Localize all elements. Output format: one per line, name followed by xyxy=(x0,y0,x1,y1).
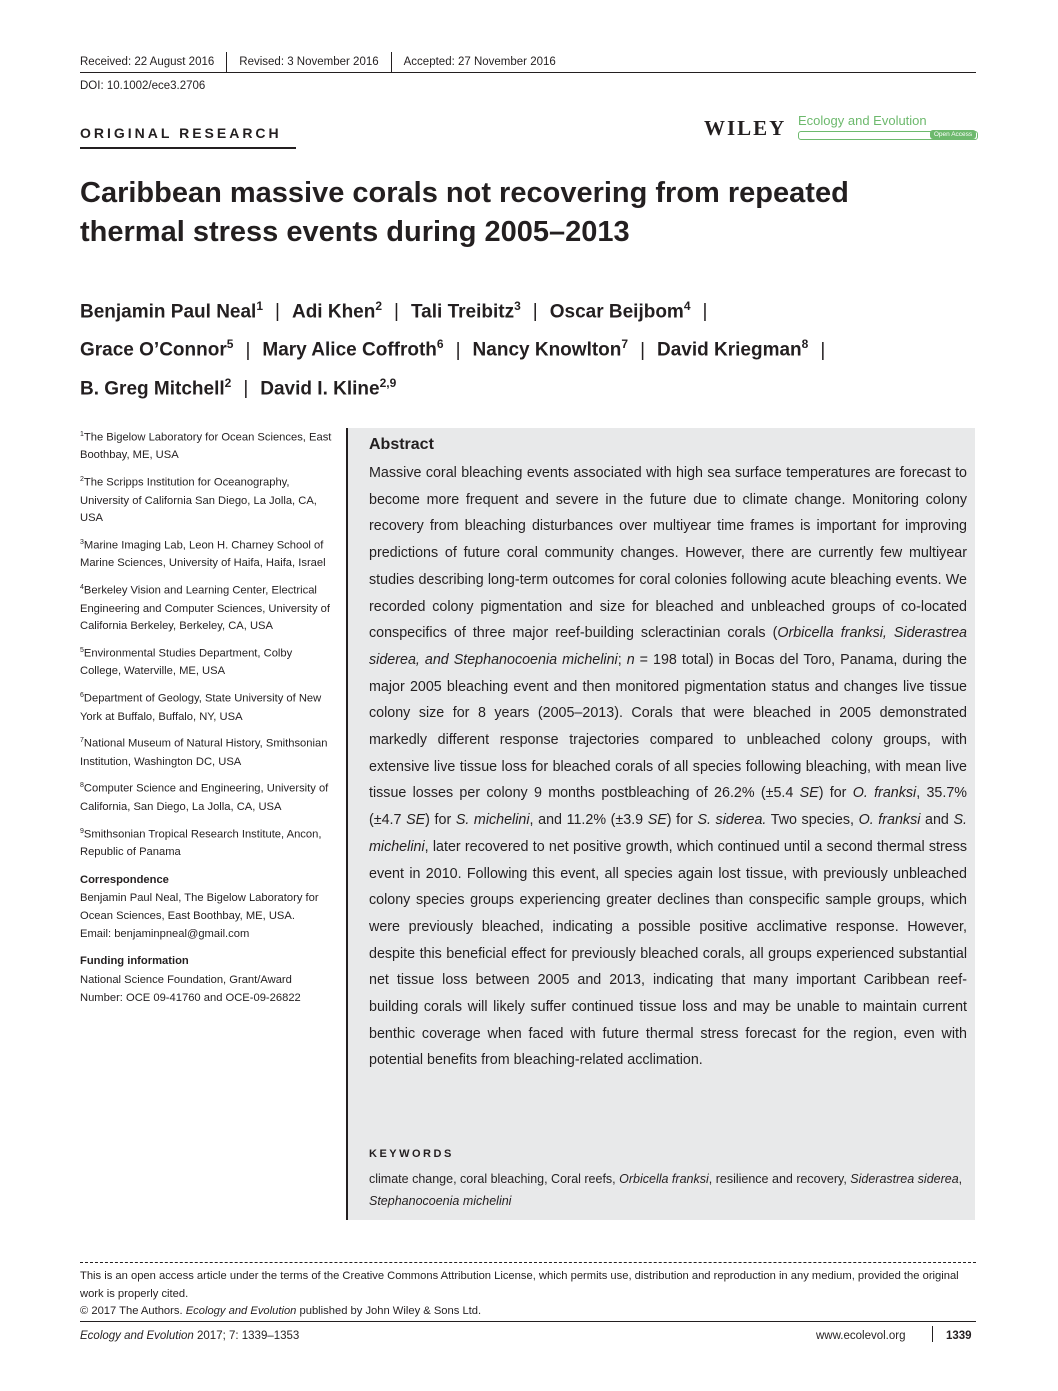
accepted-date: Accepted: 27 November 2016 xyxy=(403,56,556,68)
affiliation: $^6$Department of Geology, State University of New York at Buffalo, Buffalo, NY, USA xyxy=(80,692,322,723)
keywords-heading: KEYWORDS xyxy=(369,1148,454,1160)
affiliation: $^5$Environmental Studies Department, Colby College, Waterville, ME, USA xyxy=(80,646,293,678)
header-rule xyxy=(80,72,976,73)
affiliation: $^1$The Bigelow Laboratory for Ocean Sciences, East Boothbay, ME, USA xyxy=(80,431,332,462)
abstract-rule xyxy=(346,428,348,1220)
revised-date: Revised: 3 November 2016 xyxy=(239,56,379,68)
article-dates xyxy=(80,52,568,72)
affiliation: $^2$The Scripps Institution for Oceanography, University of California San Diego, La Jolla, CA, USA xyxy=(80,476,317,525)
author[interactable]: Mary Alice Coffroth$^6$ xyxy=(262,337,444,361)
author[interactable]: Tali Treibitz$^3$ xyxy=(410,299,521,323)
author[interactable]: Nancy Knowlton$^7$ xyxy=(472,337,629,361)
page-number: 1339 xyxy=(946,1330,972,1342)
footer-url[interactable]: www.ecolevol.org xyxy=(816,1330,906,1342)
correspondence-text: Benjamin Paul Neal, The Bigelow Laboratory for Ocean Sciences, East Boothbay, ME, USA. Email: benjaminpneal@gmail.com xyxy=(80,892,319,940)
section-underline xyxy=(80,147,296,149)
footer-citation: Ecology and Evolution 2017; 7: 1339–1353 xyxy=(80,1330,300,1342)
license-divider xyxy=(80,1262,976,1263)
received-date: Received: 22 August 2016 xyxy=(80,56,215,68)
affiliation: $^9$Smithsonian Tropical Research Institute, Ancon, Republic of Panama xyxy=(80,827,322,858)
affiliation: $^4$Berkeley Vision and Learning Center, Electrical Engineering and Computer Sciences, University of California Berkeley, Berkeley, CA, USA xyxy=(80,584,330,633)
author[interactable]: David I. Kline$^{2,9}$ xyxy=(260,375,397,399)
journal-logo: Ecology and Evolution xyxy=(798,113,927,128)
affiliation: $^8$Computer Science and Engineering, University of California, San Diego, La Jolla, CA, USA xyxy=(80,782,329,813)
author[interactable]: Grace O’Connor$^5$ xyxy=(80,337,234,361)
abstract-text: Massive coral bleaching events associated with high sea surface temperatures are forecast to become more frequent and severe in the future due to climate change. Monitoring colony recovery from bleaching disturbances over multiyear time frames is important for improving predictions of future coral community changes. However, there are currently few multiyear studies describing long-term outcomes for coral colonies following acute bleaching events. We recorded colony pigmentation and size for bleached and unbleached groups of co-located conspecifics of three major reef-building scleractinian corals (Orbicella franksi, Siderastrea siderea, and Stephanocoenia michelini; n = 198 total) in Bocas del Toro, Panama, during the major 2005 bleaching event and then monitored pigmentation status and changes live tissue colony size for 8 years (2005–2013). Corals that were bleached in 2005 demonstrated markedly different response trajectories compared to unbleached colony groups, with extensive live tissue loss for bleached corals of all species following bleaching, with mean live tissue losses per colony 9 months postbleaching of 26.2% (±5.4 SE) for O. franksi, 35.7% (±4.7 SE) for S. michelini, and 11.2% (±3.9 SE) for S. siderea. Two species, O. franksi and S. michelini, later recovered to net positive growth, which continued until a second thermal stress event in 2010. Following this event, all species again lost tissue, with previously unbleached colony species groups experiencing greater declines than conspecific sample groups, which were previously bleached, indicating a possible positive acclimative response. However, despite this beneficial effect for previously bleached corals, all groups experienced substantial net tissue loss between 2005 and 2013, indicating that many important Caribbean reef-building corals will likely suffer continued tissue loss and may be unable to maintain current benthic coverage when faced with future thermal stress forecast for the region, even with potential benefits from bleaching-related acclimation. xyxy=(369,465,967,1069)
correspondence-email[interactable]: Email: benjaminpneal@gmail.com xyxy=(80,927,250,940)
abstract-heading: Abstract xyxy=(369,436,434,453)
license-notice: This is an open access article under the terms of the Creative Commons Attribution License, which permits use, distribution and reproduction in any medium, provided the original work is properly cited. © 2017 The Authors. Ecology and Evolution published by John Wiley & Sons Ltd. xyxy=(80,1270,959,1317)
author-list: Benjamin Paul Neal$^1$ | Adi Khen$^2$ | Tali Treibitz$^3$ | Oscar Beijbom$^4$ | Grace O’Connor$^5$ | Mary Alice Coffroth$^6$ | Nancy Knowlton$^7$ | David Kriegman$^8$ | B. Greg Mitchell$^2$ | David I. Kline$^{2,9}$ xyxy=(80,290,980,405)
doi[interactable]: DOI: 10.1002/ece3.2706 xyxy=(80,80,206,92)
funding-text: National Science Foundation, Grant/Award Number: OCE 09-41760 and OCE-09-26822 xyxy=(80,974,301,1004)
correspondence-heading: Correspondence xyxy=(80,873,169,886)
divider xyxy=(391,52,392,72)
open-access-badge: Open Access xyxy=(930,130,976,139)
correspondence xyxy=(80,872,332,944)
author[interactable]: David Kriegman$^8$ xyxy=(657,337,809,361)
keywords-text: climate change, coral bleaching, Coral reefs, Orbicella franksi, resilience and recovery, Siderastrea siderea, Stephanocoenia michelini xyxy=(369,1172,963,1208)
funding-heading: Funding information xyxy=(80,955,189,968)
author[interactable]: Benjamin Paul Neal$^1$ xyxy=(80,299,264,323)
footer-divider xyxy=(932,1326,933,1342)
author[interactable]: B. Greg Mitchell$^2$ xyxy=(80,375,232,399)
article-title: Caribbean massive corals not recovering from repeated thermal stress events during 2005–2013 xyxy=(80,177,849,248)
funding xyxy=(80,953,332,1007)
affiliations xyxy=(80,426,332,1008)
affiliation: $^3$Marine Imaging Lab, Leon H. Charney School of Marine Sciences, University of Haifa, Haifa, Israel xyxy=(80,538,326,570)
author[interactable]: Adi Khen$^2$ xyxy=(291,299,383,323)
divider xyxy=(226,52,227,72)
footer-rule xyxy=(80,1321,976,1322)
publisher-logo: WILEY xyxy=(704,116,787,140)
affiliation: $^7$National Museum of Natural History, Smithsonian Institution, Washington DC, USA xyxy=(80,737,328,768)
author[interactable]: Oscar Beijbom$^4$ xyxy=(549,299,691,323)
section-label: ORIGINAL RESEARCH xyxy=(80,125,282,141)
